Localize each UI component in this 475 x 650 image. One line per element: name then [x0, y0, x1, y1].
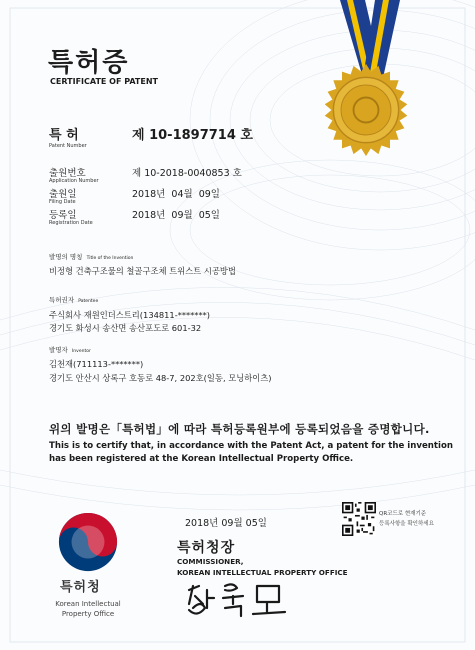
office-name-english-line2: Property Office — [61, 610, 115, 618]
inventor-label: 발명자 Inventor — [49, 346, 91, 354]
registration-date-label: 등록일 — [49, 210, 77, 221]
application-number-label: 출원번호 — [49, 168, 86, 179]
kipo-logo — [57, 511, 119, 573]
registration-date-label-en: Registration Date — [49, 220, 93, 226]
commissioner-title: 특허청장 — [177, 540, 236, 556]
commissioner-title-en-line1: COMMISSIONER, — [177, 557, 244, 566]
registration-date-value: 2018년 09월 05일 — [132, 210, 220, 221]
patent-number-value: 제 10-1897714 호 — [132, 128, 253, 143]
invention-label: 발명의 명칭 Title of the Invention — [49, 253, 134, 261]
qr-code[interactable] — [342, 502, 376, 536]
issue-date: 2018년 09월 05일 — [185, 518, 267, 529]
inventor-address: 경기도 안산시 상록구 호동로 48-7, 202호(일동, 모닝하이츠) — [49, 373, 272, 383]
filing-date-label-en: Filing Date — [49, 199, 76, 205]
declaration-english-line1: This is to certify that, in accordance with the Patent Act, a patent for the invention — [49, 441, 453, 451]
patentee-address: 경기도 화성시 송산면 송산포도로 601-32 — [49, 323, 202, 333]
invention-title: 비정형 건축구조물의 철골구조체 트위스트 시공방법 — [49, 266, 236, 276]
declaration-english-line2: has been registered at the Korean Intellectual Property Office. — [49, 454, 354, 464]
patent-number-label-en: Patent Number — [49, 143, 87, 149]
commissioner-title-en-line2: KOREAN INTELLECTUAL PROPERTY OFFICE — [177, 568, 348, 577]
patentee-label: 특허권자 Patentee — [49, 296, 99, 304]
qr-note-line1: QR코드로 현재기준 — [379, 511, 427, 517]
commissioner-signature — [183, 574, 295, 626]
qr-note-line2: 등록사항을 확인하세요 — [379, 521, 434, 527]
filing-date-label: 출원일 — [49, 189, 77, 200]
certificate-title: 특허증 — [48, 48, 130, 78]
filing-date-value: 2018년 04월 09일 — [132, 189, 220, 200]
office-name-korean: 특허청 — [60, 580, 101, 595]
application-number-value: 제 10-2018-0040853 호 — [132, 168, 242, 179]
certificate-subtitle: CERTIFICATE OF PATENT — [50, 77, 158, 86]
gold-seal — [318, 62, 414, 158]
application-number-label-en: Application Number — [49, 178, 99, 184]
inventor-name: 김천재(711113-*******) — [49, 359, 144, 369]
office-name-english-line1: Korean Intellectual — [55, 600, 121, 608]
patent-number-label: 특 허 — [49, 128, 79, 143]
declaration-korean: 위의 발명은「특허법」에 따라 특허등록원부에 등록되었음을 증명합니다. — [49, 422, 430, 436]
patentee-name: 주식회사 재원인더스트리(134811-*******) — [49, 310, 210, 320]
